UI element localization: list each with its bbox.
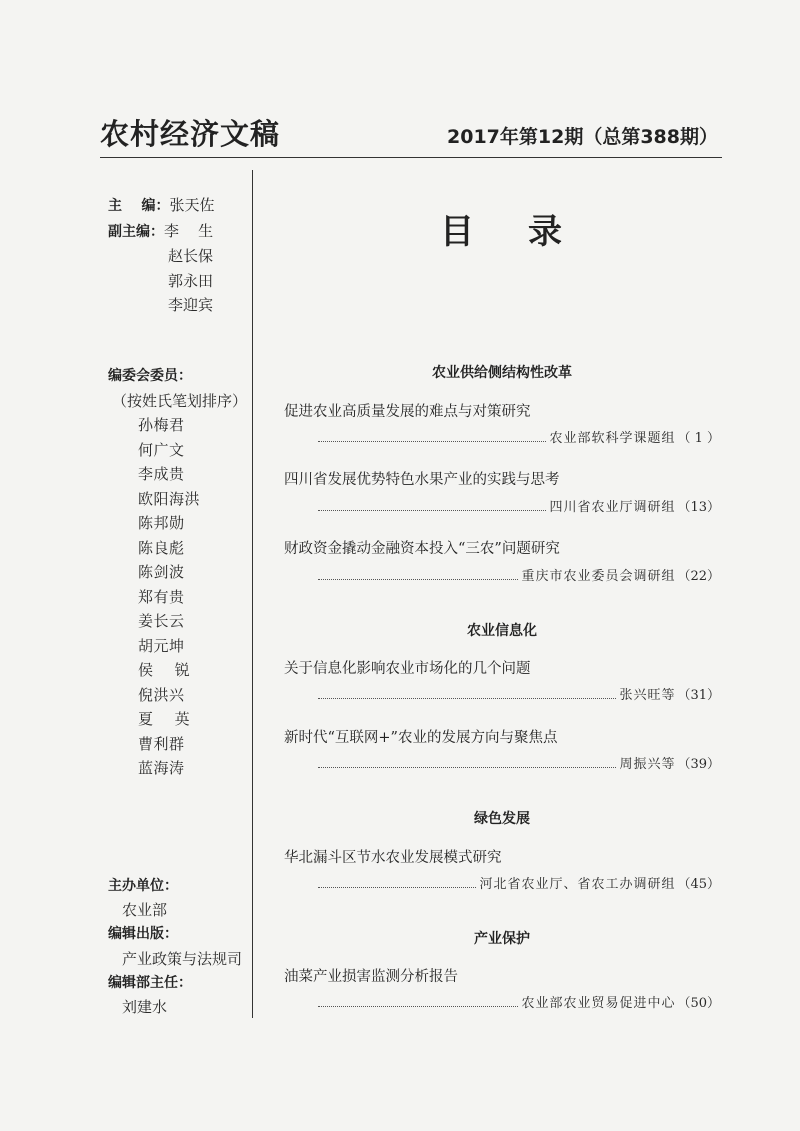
board-member-list (138, 413, 247, 781)
article-page: （22） (677, 569, 720, 584)
article-title[interactable]: 华北漏斗区节水农业发展模式研究 (284, 850, 502, 866)
article-title[interactable]: 油菜产业损害监测分析报告 (284, 969, 458, 985)
section-title: 农业信息化 (467, 623, 537, 639)
deputy-name: 赵长保 (168, 247, 214, 265)
board-member: 倪洪兴 (138, 685, 185, 704)
article-byline (318, 566, 720, 584)
director-label: 编辑部主任： (108, 974, 192, 991)
editor-label: 主 编： (108, 198, 170, 214)
deputy-label: 副主编： (108, 223, 164, 240)
editor-block (108, 193, 215, 318)
board-member: 何广文 (138, 440, 185, 459)
deputy-name: 李迎宾 (168, 296, 214, 314)
article-page: （13） (677, 500, 720, 515)
leader-dots (318, 440, 546, 442)
leader-dots (318, 578, 518, 580)
article-title[interactable]: 财政资金撬动金融资本投入“三农”问题研究 (284, 541, 560, 557)
deputy-name: 李 生 (164, 221, 214, 240)
board-member: 陈剑波 (138, 563, 185, 581)
board-member: 姜长云 (138, 612, 185, 630)
article-author: 农业部软科学课题组 (549, 431, 676, 446)
director-name: 刘建水 (122, 998, 168, 1017)
article-byline (318, 685, 720, 703)
article-page: （39） (677, 757, 720, 772)
article-title[interactable]: 关于信息化影响农业市场化的几个问题 (284, 661, 531, 677)
organization-info (108, 874, 242, 1019)
board-member: 胡元坤 (138, 636, 185, 655)
article-author: 重庆市农业委员会调研组 (521, 569, 676, 584)
deputy-name: 郭永田 (168, 271, 214, 290)
board-note: （按姓氏笔划排序） (112, 391, 248, 410)
board-member: 陈良彪 (138, 538, 185, 557)
leader-dots (318, 766, 616, 768)
column-divider (252, 170, 253, 1018)
leader-dots (318, 1005, 518, 1007)
issue-info: 2017年第12期（总第388期） (447, 126, 718, 148)
article-title[interactable]: 促进农业高质量发展的难点与对策研究 (284, 404, 531, 420)
article-author: 张兴旺等 (619, 688, 676, 703)
magazine-title: 农村经济文稿 (100, 117, 281, 151)
board-member: 曹利群 (138, 734, 185, 753)
board-member: 欧阳海洪 (138, 489, 201, 508)
publisher-name: 产业政策与法规司 (122, 949, 243, 968)
article-author: 四川省农业厅调研组 (549, 500, 676, 515)
sponsor-label: 主办单位： (108, 878, 178, 894)
board-member: 陈邦勋 (138, 514, 185, 532)
board-member: 郑有贵 (138, 587, 185, 606)
article-page: （31） (677, 688, 720, 703)
section-title: 产业保护 (474, 931, 530, 947)
article-author: 河北省农业厅、省农工办调研组 (479, 877, 676, 892)
leader-dots (318, 509, 546, 511)
board-member: 侯 锐 (138, 661, 191, 679)
article-byline (318, 993, 720, 1011)
contents-title: 目录 (440, 212, 616, 252)
publisher-label: 编辑出版： (108, 926, 178, 943)
board-member: 夏 英 (138, 710, 191, 728)
article-title[interactable]: 新时代“互联网+”农业的发展方向与聚焦点 (284, 730, 558, 746)
article-author: 周振兴等 (619, 757, 676, 772)
article-byline (318, 497, 720, 515)
leader-dots (318, 886, 476, 888)
article-byline (318, 754, 720, 772)
article-page: （45） (677, 877, 720, 892)
board-member: 蓝海涛 (138, 759, 185, 777)
article-title[interactable]: 四川省发展优势特色水果产业的实践与思考 (284, 472, 560, 488)
article-page: （ 1 ） (677, 431, 720, 446)
section-title: 绿色发展 (474, 811, 530, 827)
article-byline (318, 874, 720, 892)
section-title: 农业供给侧结构性改革 (432, 365, 572, 381)
sponsor-name: 农业部 (122, 901, 168, 920)
leader-dots (318, 697, 616, 699)
editorial-board (108, 364, 247, 781)
board-member: 孙梅君 (138, 416, 185, 434)
article-author: 农业部农业贸易促进中心 (521, 996, 676, 1011)
editor-name: 张天佐 (169, 196, 215, 214)
article-byline (318, 428, 720, 446)
article-page: （50） (677, 996, 720, 1011)
board-label: 编委会委员： (108, 368, 192, 384)
board-member: 李成贵 (138, 465, 185, 483)
header-divider (100, 157, 722, 158)
